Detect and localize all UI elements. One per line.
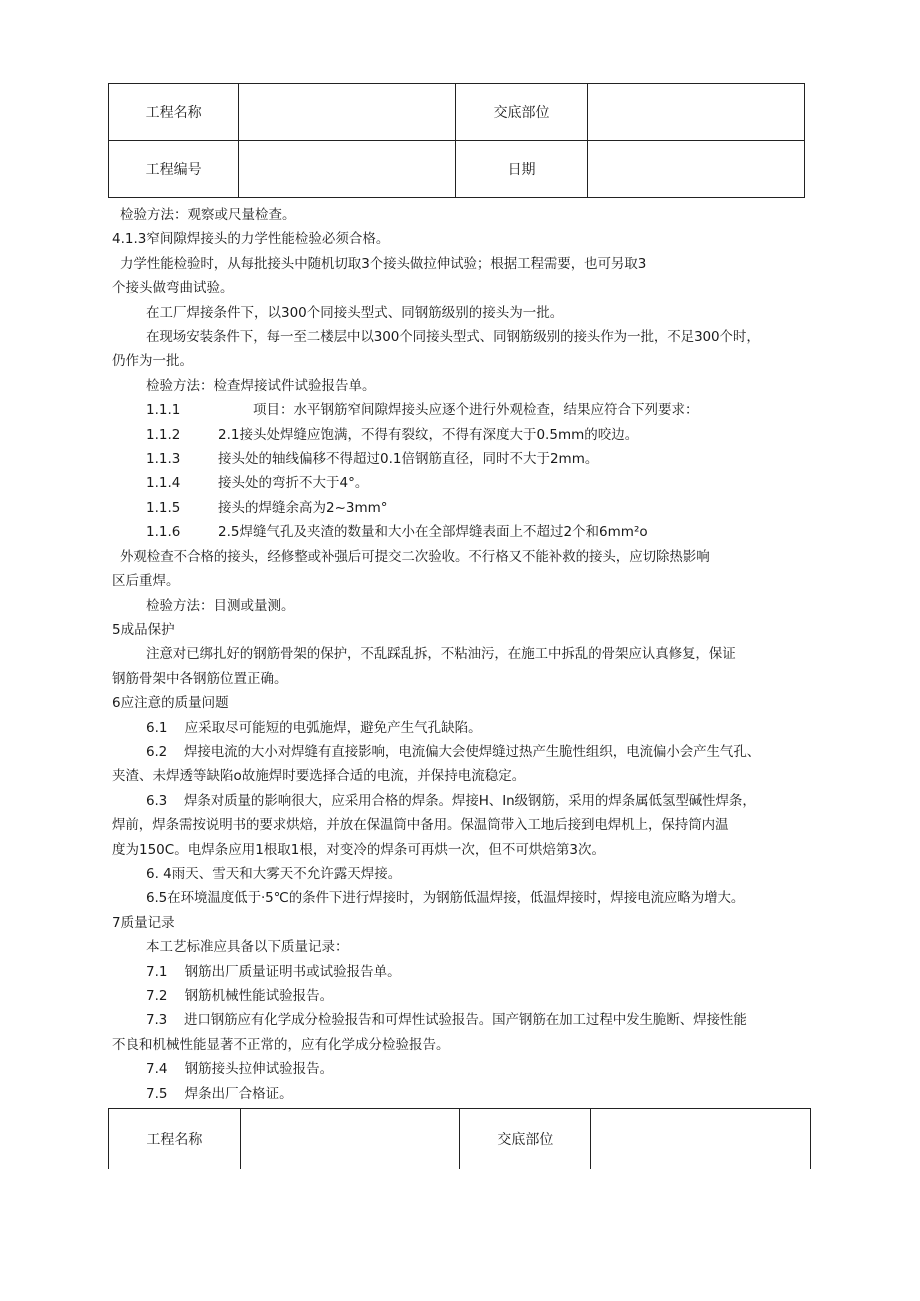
paragraph: 6.5在环境温度低于·5℃的条件下进行焊接时，为钢筋低温焊接，低温焊接时，焊接电流应略为增大。 bbox=[146, 890, 745, 907]
paragraph: 6. 4雨天、雪天和大雾天不允许露天焊接。 bbox=[146, 865, 402, 882]
project-name-value bbox=[239, 84, 456, 141]
item-number: 1.1.2 bbox=[146, 426, 181, 443]
item-number: 1.1.5 bbox=[146, 499, 181, 516]
item-number: 6.3 bbox=[146, 792, 168, 809]
project-no-label: 工程编号 bbox=[109, 141, 239, 198]
item-number: 1.1.4 bbox=[146, 475, 181, 492]
handover-part-label: 交底部位 bbox=[460, 1109, 591, 1170]
project-no-value bbox=[239, 141, 456, 198]
paragraph: 夹渣、未焊透等缺陷o故施焊时要选择合适的电流，并保持电流稳定。 bbox=[112, 768, 526, 785]
record-item bbox=[112, 1057, 847, 1081]
header-info-table bbox=[108, 83, 805, 198]
item-text: 2.5焊缝气孔及夹渣的数量和大小在全部焊缝表面上不超过2个和6mm²o bbox=[218, 524, 648, 541]
section-title: 6应注意的质量问题 bbox=[112, 695, 229, 712]
date-label: 日期 bbox=[456, 141, 587, 198]
handover-part-value bbox=[587, 84, 804, 141]
record-item bbox=[112, 984, 847, 1008]
project-name-label: 工程名称 bbox=[109, 84, 239, 141]
item-text: 接头处的弯折不大于4°。 bbox=[218, 475, 369, 492]
item-text: 接头处的轴线偏移不得超过0.1倍钢筋直径，同时不大于2mm。 bbox=[218, 451, 599, 468]
item-number: 7.2 bbox=[146, 988, 168, 1004]
item-number: 1.1.3 bbox=[146, 451, 181, 468]
quality-item bbox=[112, 740, 847, 764]
item-text: 进口钢筋应有化学成分检验报告和可焊性试验报告。国产钢筋在加工过程中发生脆断、焊接性能 bbox=[183, 1012, 747, 1029]
handover-part-value bbox=[591, 1109, 811, 1170]
item-number: 1.1.6 bbox=[146, 524, 181, 541]
numbered-item bbox=[112, 496, 847, 520]
record-item bbox=[112, 1008, 847, 1032]
paragraph: 焊前，焊条需按说明书的要求烘焙，并放在保温筒中备用。保温筒带入工地后接到电焊机上，保持筒内温 bbox=[112, 817, 729, 834]
item-text: 钢筋机械性能试验报告。 bbox=[184, 988, 334, 1004]
footer-info-table bbox=[108, 1108, 811, 1169]
paragraph: 在工厂焊接条件下，以300个同接头型式、同钢筋级别的接头为一批。 bbox=[146, 304, 564, 321]
numbered-item bbox=[112, 398, 847, 422]
paragraph: 仍作为一批。 bbox=[112, 353, 193, 370]
numbered-item bbox=[112, 423, 847, 447]
item-text: 焊条出厂合格证。 bbox=[184, 1085, 293, 1102]
item-text: 钢筋接头拉伸试验报告。 bbox=[184, 1061, 334, 1078]
paragraph: 钢筋骨架中各钢筋位置正确。 bbox=[112, 670, 288, 687]
paragraph: 不良和机械性能显著不正常的，应有化学成分检验报告。 bbox=[112, 1036, 450, 1053]
item-number: 6.2 bbox=[146, 743, 168, 760]
item-number: 7.3 bbox=[146, 1012, 168, 1029]
paragraph: 度为150C。电焊条应用1根取1根，对变冷的焊条可再烘一次，但不可烘焙第3次。 bbox=[112, 841, 605, 858]
section-title: 5成品保护 bbox=[112, 621, 175, 638]
record-item bbox=[112, 960, 847, 984]
numbered-item bbox=[112, 520, 847, 544]
project-name-value bbox=[240, 1109, 460, 1170]
item-number: 7.1 bbox=[146, 963, 168, 980]
item-text: 2.1接头处焊缝应饱满，不得有裂纹，不得有深度大于0.5mm的咬边。 bbox=[218, 426, 639, 443]
item-text: 焊接电流的大小对焊缝有直接影响，电流偏大会使焊缝过热产生脆性组织，电流偏小会产生气孔、 bbox=[183, 743, 761, 760]
paragraph: 4.1.3窄间隙焊接头的力学性能检验必须合格。 bbox=[112, 231, 390, 248]
item-number: 7.5 bbox=[146, 1085, 168, 1102]
item-number: 7.4 bbox=[146, 1061, 168, 1078]
item-text: 应采取尽可能短的电弧施焊，避免产生气孔缺陷。 bbox=[184, 719, 482, 736]
date-value bbox=[587, 141, 804, 198]
quality-item bbox=[112, 716, 847, 740]
paragraph: 力学性能检验时，从每批接头中随机切取3个接头做拉伸试验；根据工程需要，也可另取3 bbox=[120, 255, 647, 272]
paragraph: 在现场安装条件下，每一至二楼层中以300个同接头型式、同钢筋级别的接头作为一批，不足300个时， bbox=[146, 329, 760, 346]
item-text: 焊条对质量的影响很大，应采用合格的焊条。焊接H、In级钢筋，采用的焊条属低氢型碱性焊条， bbox=[183, 792, 756, 809]
record-item bbox=[112, 1082, 847, 1106]
paragraph: 检验方法：观察或尺量检查。 bbox=[120, 207, 296, 223]
item-text: 钢筋出厂质量证明书或试验报告单。 bbox=[184, 963, 401, 980]
paragraph: 本工艺标准应具备以下质量记录： bbox=[146, 939, 349, 956]
paragraph: 检验方法：目测或量测。 bbox=[146, 597, 295, 614]
header-row-2 bbox=[109, 141, 805, 198]
paragraph: 个接头做弯曲试验。 bbox=[112, 280, 234, 297]
section-title: 7质量记录 bbox=[112, 914, 175, 931]
paragraph: 外观检查不合格的接头，经修整或补强后可提交二次验收。不行格又不能补救的接头，应切除热影响 bbox=[120, 548, 710, 565]
item-text: 接头的焊缝余高为2~3mm° bbox=[218, 499, 388, 516]
paragraph: 注意对已绑扎好的钢筋骨架的保护，不乱踩乱拆，不粘油污，在施工中拆乱的骨架应认真修复，保证 bbox=[146, 646, 736, 663]
quality-item bbox=[112, 789, 847, 813]
numbered-item bbox=[112, 447, 847, 471]
paragraph: 区后重焊。 bbox=[112, 573, 180, 590]
item-text: 项目：水平钢筋窄间隙焊接头应逐个进行外观检查，结果应符合下列要求： bbox=[253, 402, 699, 419]
handover-part-label: 交底部位 bbox=[456, 84, 587, 141]
footer-row-1 bbox=[109, 1109, 811, 1170]
project-name-label: 工程名称 bbox=[109, 1109, 241, 1170]
item-number: 6.1 bbox=[146, 719, 168, 736]
paragraph: 检验方法：检查焊接试件试验报告单。 bbox=[146, 377, 376, 394]
document-body bbox=[112, 203, 847, 1106]
numbered-item bbox=[112, 471, 847, 495]
header-row-1 bbox=[109, 84, 805, 141]
item-number: 1.1.1 bbox=[146, 402, 181, 419]
